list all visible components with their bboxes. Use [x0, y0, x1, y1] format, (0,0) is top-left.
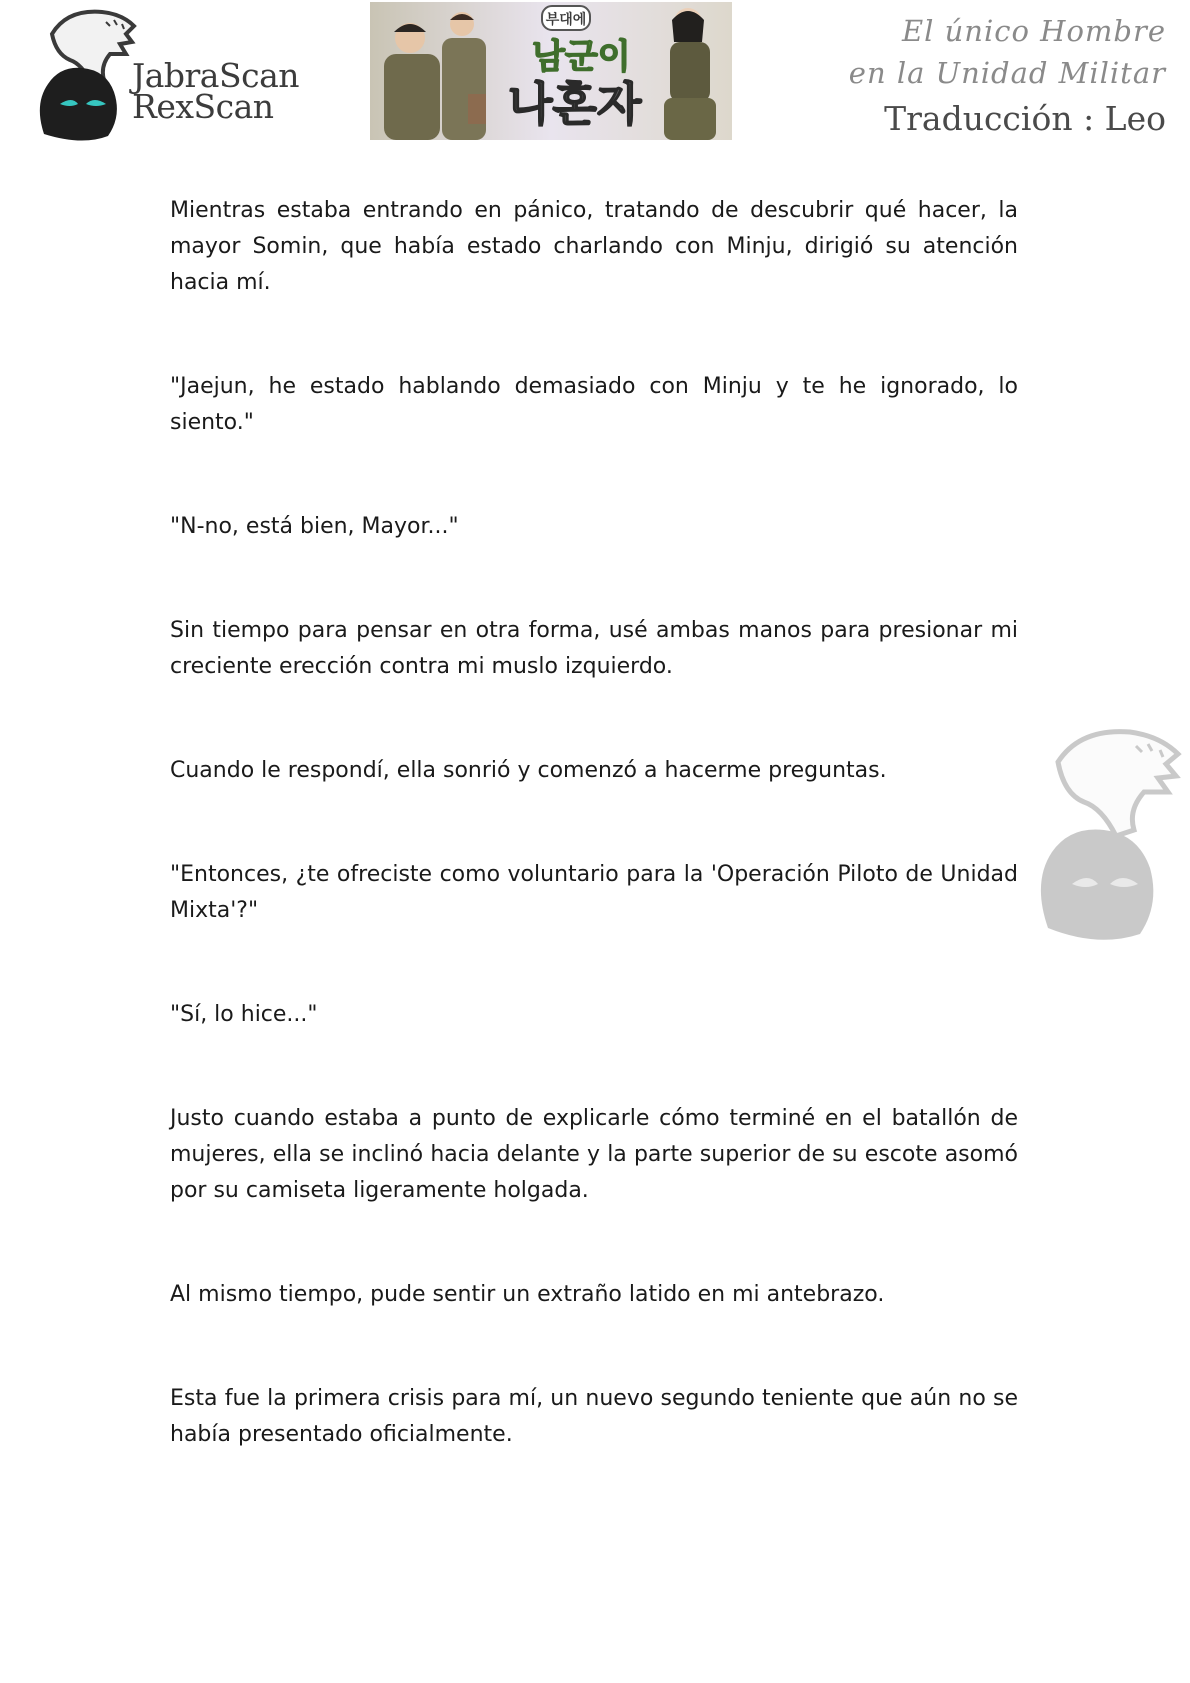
series-title: [806, 10, 1166, 142]
cover-korean-line2: 나혼자: [508, 77, 642, 131]
translator-credit: Traducción : Leo: [884, 99, 1166, 138]
cover-korean-small: 부대에: [545, 12, 587, 28]
paragraph: Cuando le respondí, ella sonrió y comenzó a hacerme preguntas.: [170, 758, 887, 783]
paragraph: Al mismo tiempo, pude sentir un extraño latido en mi antebrazo.: [170, 1282, 885, 1307]
chapter-text: [170, 193, 1018, 1521]
manhwa-cover-image: [370, 2, 732, 140]
paragraph: Sin tiempo para pensar en otra forma, usé ambas manos para presionar mi creciente erección contra mi muslo izquierdo.: [170, 618, 1018, 679]
paragraph: "N-no, está bien, Mayor...": [170, 514, 459, 539]
paragraph: "Jaejun, he estado hablando demasiado con Minju y te he ignorado, lo siento.": [170, 374, 1018, 435]
paragraph: "Entonces, ¿te ofreciste como voluntario para la 'Operación Piloto de Unidad Mixta'?": [170, 862, 1018, 923]
scan-group-name: [132, 56, 299, 126]
paragraph: Mientras estaba entrando en pánico, tratando de descubrir qué hacer, la mayor Somin, que había estado charlando con Minju, dirigió su atención hacia mí.: [170, 198, 1018, 295]
paragraph: Justo cuando estaba a punto de explicarle cómo terminé en el batallón de mujeres, ella se inclinó hacia delante y la parte superior de su escote asomó por su camiseta ligeramente holgada.: [170, 1106, 1018, 1203]
cover-korean-line1: 남군이: [532, 37, 631, 77]
paragraph: "Sí, lo hice...": [170, 1002, 318, 1027]
scan-group-line2: RexScan: [132, 87, 274, 126]
series-title-line1: El único Hombre: [901, 14, 1166, 48]
scan-group-line1: JabraScan: [132, 56, 299, 95]
page-header: [0, 0, 1190, 150]
series-title-line2: en la Unidad Militar: [848, 56, 1166, 90]
dinosaur-watermark-icon: [1018, 722, 1182, 944]
paragraph: Esta fue la primera crisis para mí, un nuevo segundo teniente que aún no se había presentado oficialmente.: [170, 1386, 1018, 1447]
dinosaur-hooded-figure-icon: [22, 4, 142, 144]
